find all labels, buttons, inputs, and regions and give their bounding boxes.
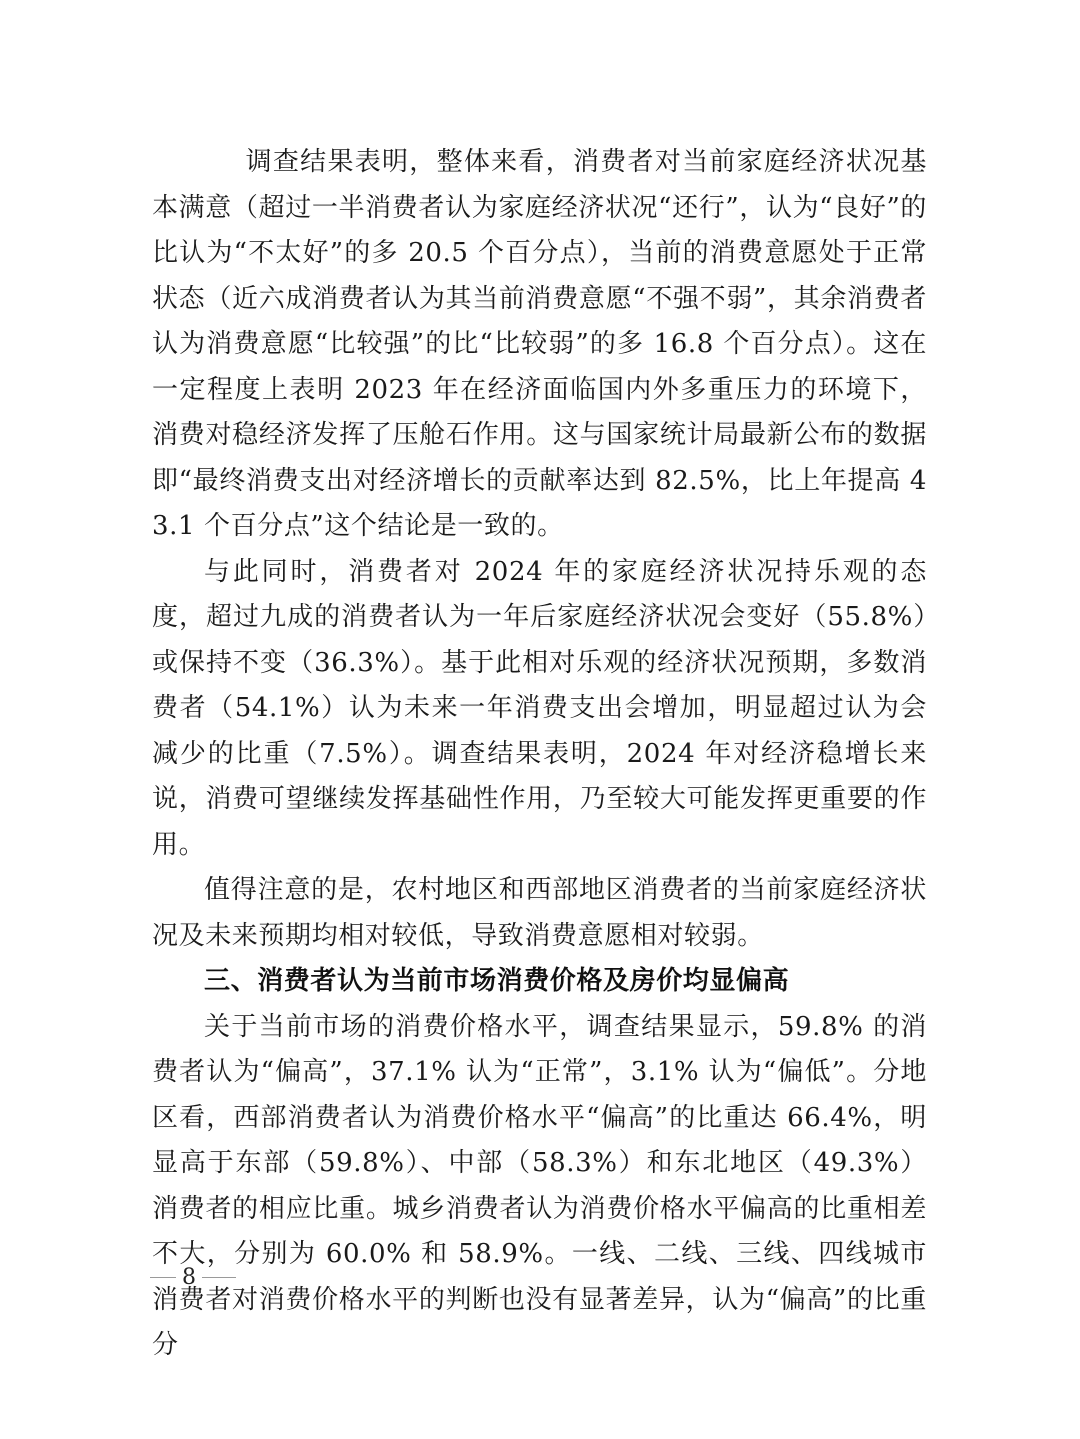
paragraph-2024-outlook: 与此同时，消费者对 2024 年的家庭经济状况持乐观的态度，超过九成的消费者认为一年后家庭经济状况会变好（55.8%）或保持不变（36.3%）。基于此相对乐观的经济状况预期，多数消费者（54.1%）认为未来一年消费支出会增加，明显超过认为会减少的比重（7.5%）。调查结果表明，2024 年对经济稳增长来说，消费可望继续发挥基础性作用，乃至较大可能发挥更重要的作用。 <box>152 556 927 860</box>
paragraph-household-economy: 调查结果表明，整体来看，消费者对当前家庭经济状况基本满意（超过一半消费者认为家庭经济状况“还行”，认为“良好”的比认为“不太好”的多 20.5 个百分点），当前的消费意愿处于正常状态（近六成消费者认为其当前消费意愿“不强不弱”，其余消费者认为消费意愿“比较强”的比“比较弱”的多 16.8 个百分点）。这在一定程度上表明 2023 年在经济面临国内外多重压力的环境下，消费对稳经济发挥了压舱石作用。这与国家统计局最新公布的数据即“最终消费支出对经济增长的贡献率达到 82.5%，比上年提高 43.1 个百分点”这个结论是一致的。 <box>152 147 927 541</box>
paragraph-price-levels: 关于当前市场的消费价格水平，调查结果显示，59.8% 的消费者认为“偏高”，37.1% 认为“正常”，3.1% 认为“偏低”。分地区看，西部消费者认为消费价格水平“偏高”的比重达 66.4%，明显高于东部（59.8%）、中部（58.3%）和东北地区（49.3%）消费者的相应比重。城乡消费者认为消费价格水平偏高的比重相差不大，分别为 60.0% 和 58.9%。一线、二线、三线、四线城市消费者对消费价格水平的判断也没有显著差异，认为“偏高”的比重分 <box>152 1011 927 1360</box>
paragraph-rural-western: 值得注意的是，农村地区和西部地区消费者的当前家庭经济状况及未来预期均相对较低，导致消费意愿相对较弱。 <box>152 875 927 951</box>
page-number: 8 <box>182 1264 196 1290</box>
section-heading: 三、消费者认为当前市场消费价格及房价均显偏高 <box>204 966 790 996</box>
footer-rule-left <box>150 1277 176 1278</box>
page-footer <box>150 1262 240 1292</box>
footer-rule-right <box>202 1277 236 1278</box>
document-body <box>152 140 927 1369</box>
